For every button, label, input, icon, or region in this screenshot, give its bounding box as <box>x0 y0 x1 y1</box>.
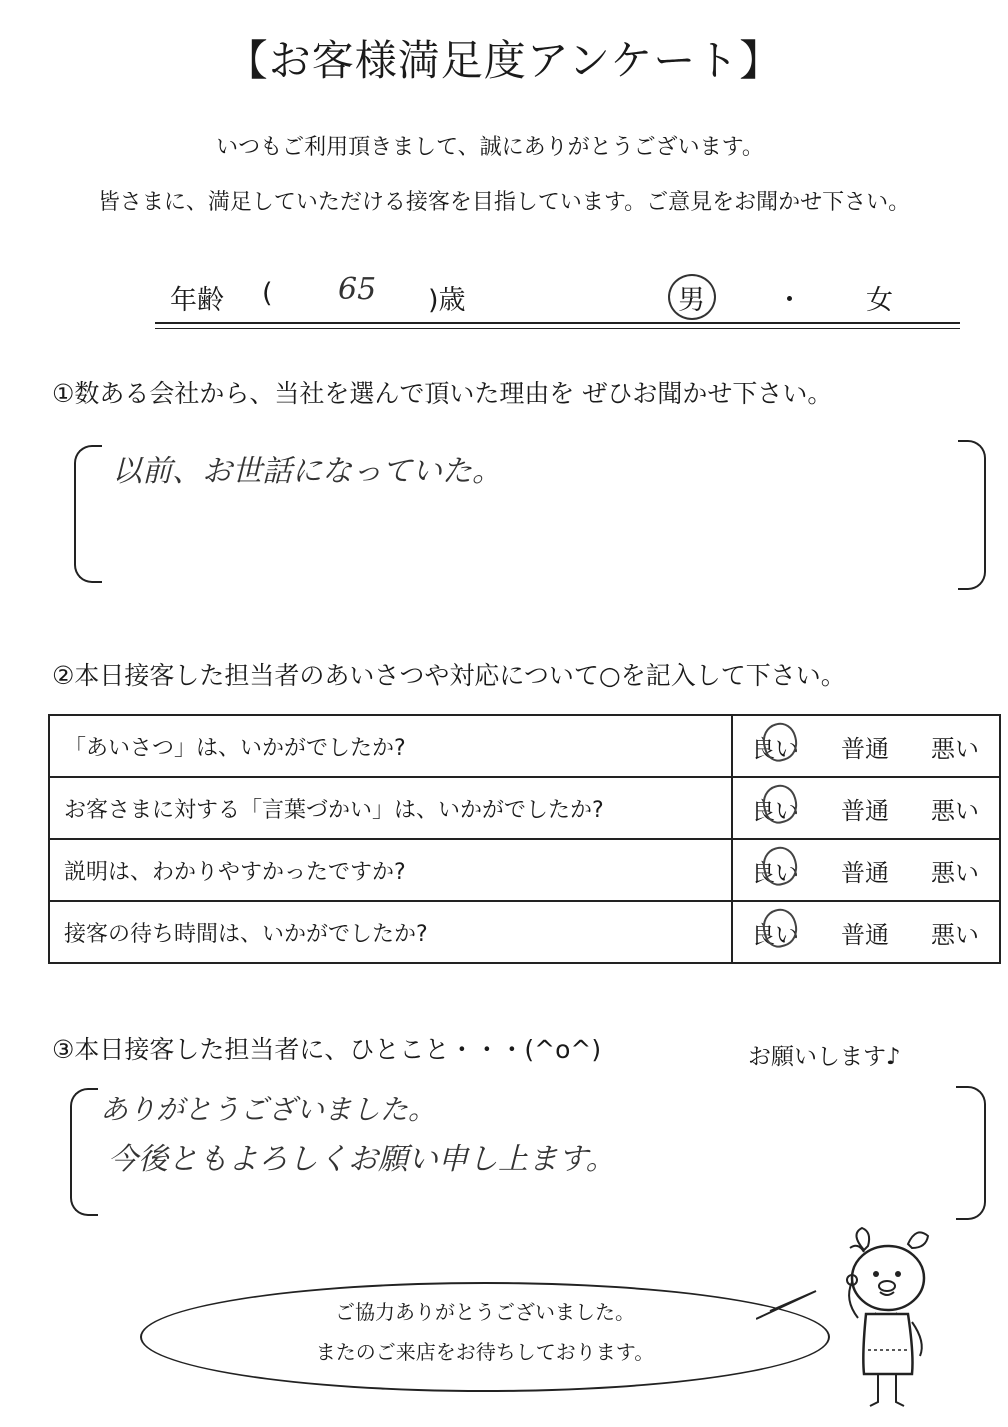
age-open-paren: ( <box>262 278 273 309</box>
q3-request: お願いします♪ <box>748 1044 901 1070</box>
gender-male[interactable]: 男 <box>678 285 705 316</box>
table-row <box>49 901 1000 963</box>
row-item: 「あいさつ」は、いかがでしたか? <box>49 715 732 777</box>
gender-separator: ・ <box>776 285 803 316</box>
option-normal[interactable]: 普通 <box>841 734 889 763</box>
closing-message <box>140 1292 830 1372</box>
row-item: 説明は、わかりやすかったですか? <box>49 839 732 901</box>
row-options[interactable] <box>732 777 1000 839</box>
q1-question: ①数ある会社から、当社を選んで頂いた理由を ぜひお聞かせ下さい。 <box>52 379 833 408</box>
page-title: 【お客様満足度アンケート】 <box>225 36 783 85</box>
option-bad[interactable]: 悪い <box>931 796 979 825</box>
option-good[interactable]: 良い <box>751 791 799 826</box>
q1-bracket-right <box>958 440 986 590</box>
table-row <box>49 777 1000 839</box>
gender-female[interactable]: 女 <box>866 285 893 316</box>
option-normal[interactable]: 普通 <box>841 796 889 825</box>
table-row <box>49 715 1000 777</box>
q3-bracket-right <box>956 1086 986 1220</box>
profile-underline-2 <box>155 328 960 329</box>
age-close-paren: )歳 <box>428 285 466 316</box>
row-options[interactable] <box>732 839 1000 901</box>
mascot-illustration <box>836 1222 956 1417</box>
option-bad[interactable]: 悪い <box>931 920 979 949</box>
profile-underline <box>155 322 960 324</box>
intro-line-1: いつもご利用頂きまして、誠にありがとうございます。 <box>216 135 764 160</box>
option-good[interactable]: 良い <box>751 729 799 764</box>
option-bad[interactable]: 悪い <box>931 858 979 887</box>
age-value[interactable]: 65 <box>338 272 377 307</box>
option-good[interactable]: 良い <box>751 915 799 950</box>
row-options[interactable] <box>732 901 1000 963</box>
option-bad[interactable]: 悪い <box>931 734 979 763</box>
option-good[interactable]: 良い <box>751 853 799 888</box>
row-item: お客さまに対する「言葉づかい」は、いかがでしたか? <box>49 777 732 839</box>
q3-bracket-left <box>70 1088 98 1216</box>
intro-line-2: 皆さまに、満足していただける接客を目指しています。ご意見をお聞かせ下さい。 <box>97 190 911 215</box>
q1-bracket-left <box>74 445 102 583</box>
satisfaction-table <box>48 714 1001 964</box>
row-item: 接客の待ち時間は、いかがでしたか? <box>49 901 732 963</box>
table-row <box>49 839 1000 901</box>
q1-answer[interactable]: 以前、お世話になっていた。 <box>112 454 502 489</box>
option-normal[interactable]: 普通 <box>841 920 889 949</box>
gender-selected-circle <box>668 274 716 320</box>
q3-answer-line-2[interactable]: 今後ともよろしくお願い申し上ます。 <box>108 1142 616 1177</box>
q2-question: ②本日接客した担当者のあいさつや対応について○を記入して下さい。 <box>52 661 846 690</box>
option-normal[interactable]: 普通 <box>841 858 889 887</box>
closing-line-1: ご協力ありがとうございました。 <box>335 1300 635 1324</box>
q3-answer-line-1[interactable]: ありがとうございました。 <box>100 1093 437 1126</box>
q3-question: ③本日接客した担当者に、ひとこと・・・(^o^) <box>52 1035 602 1064</box>
closing-line-2: またのご来店をお待ちしております。 <box>315 1340 655 1364</box>
age-label: 年齢 <box>170 285 224 316</box>
row-options[interactable] <box>732 715 1000 777</box>
